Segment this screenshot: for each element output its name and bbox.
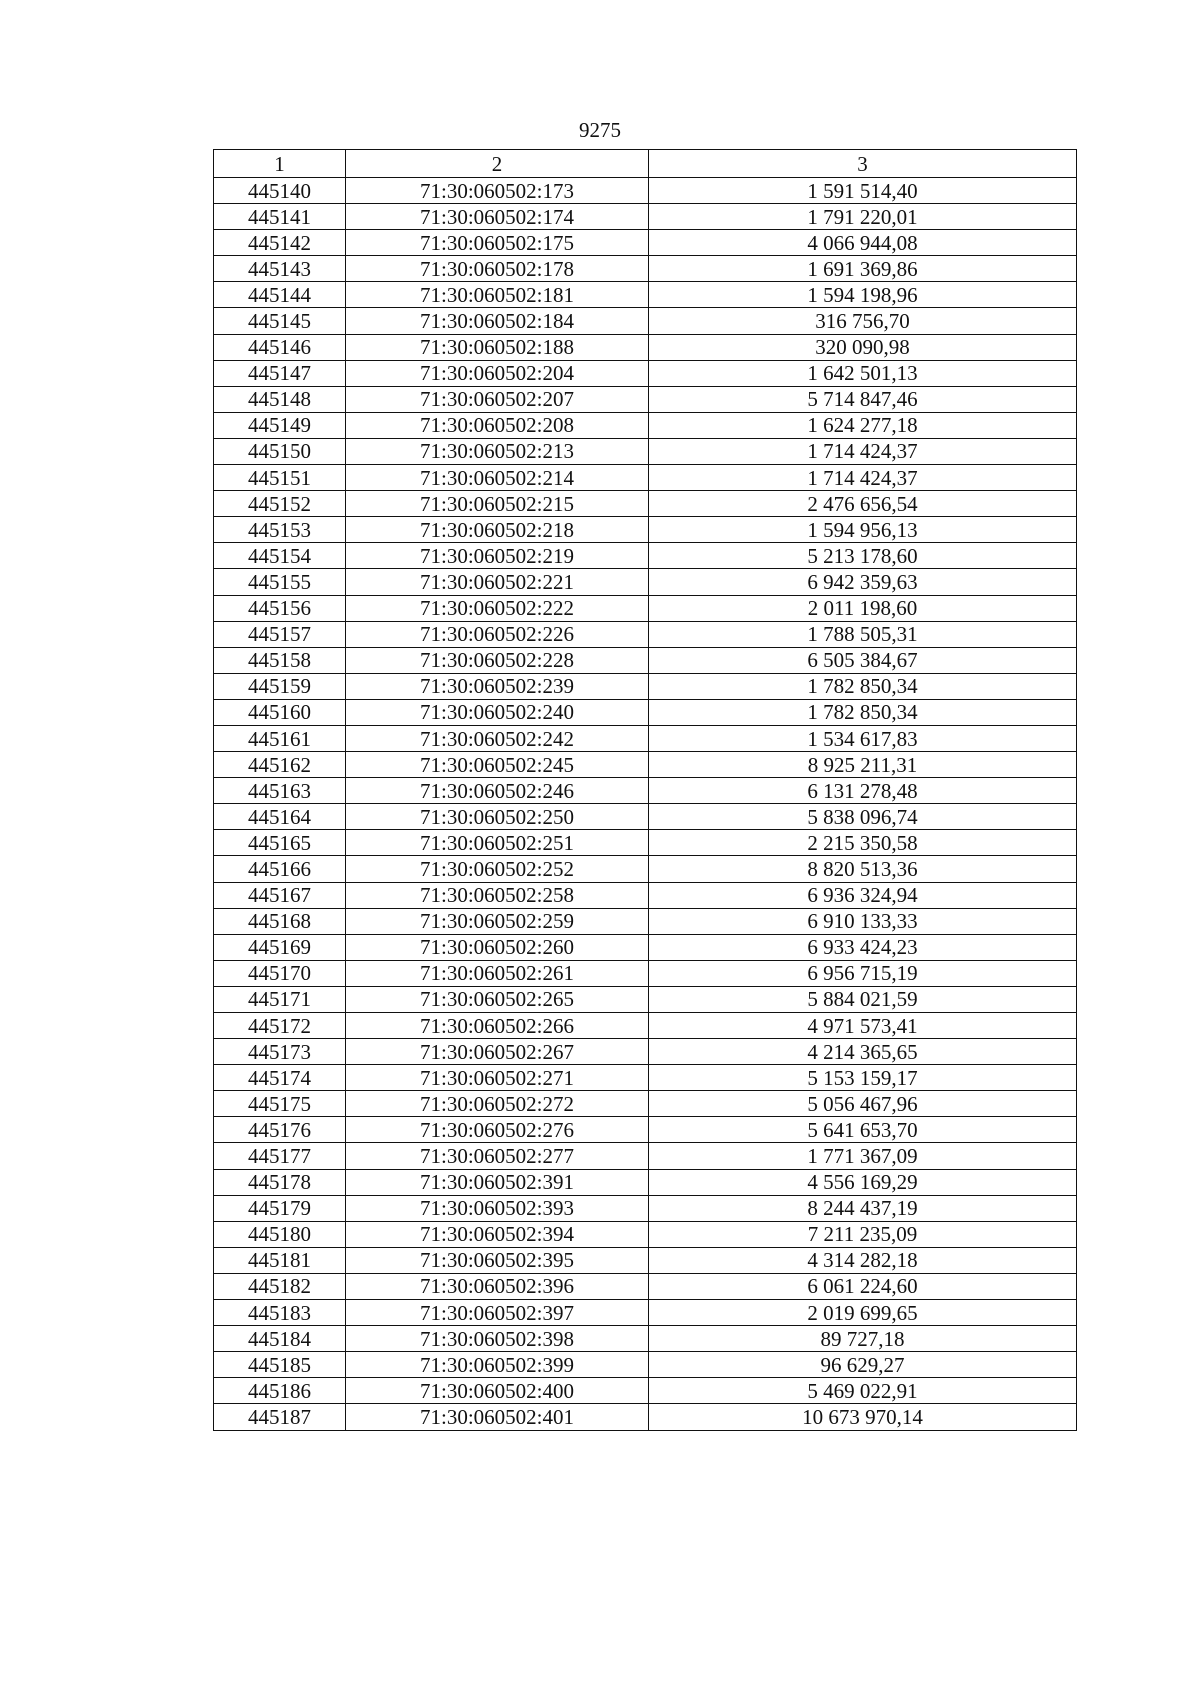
table-row [214, 934, 1077, 960]
row-number-cell: 445163 [214, 778, 346, 804]
cadastral-number-cell: 71:30:060502:250 [346, 804, 649, 830]
value-cell: 5 641 653,70 [649, 1117, 1077, 1143]
value-cell: 4 214 365,65 [649, 1039, 1077, 1065]
row-number-cell: 445147 [214, 360, 346, 386]
table-row [214, 465, 1077, 491]
cadastral-number-cell: 71:30:060502:214 [346, 465, 649, 491]
value-cell: 6 910 133,33 [649, 908, 1077, 934]
table-row [214, 725, 1077, 751]
value-cell: 1 714 424,37 [649, 438, 1077, 464]
value-cell: 5 714 847,46 [649, 386, 1077, 412]
cadastral-number-cell: 71:30:060502:251 [346, 830, 649, 856]
table-row [214, 673, 1077, 699]
table-row [214, 308, 1077, 334]
row-number-cell: 445148 [214, 386, 346, 412]
value-cell: 6 061 224,60 [649, 1273, 1077, 1299]
row-number-cell: 445165 [214, 830, 346, 856]
table-row [214, 699, 1077, 725]
row-number-cell: 445182 [214, 1273, 346, 1299]
row-number-cell: 445143 [214, 256, 346, 282]
table-row [214, 986, 1077, 1012]
row-number-cell: 445141 [214, 204, 346, 230]
row-number-cell: 445161 [214, 725, 346, 751]
row-number-cell: 445179 [214, 1195, 346, 1221]
row-number-cell: 445172 [214, 1013, 346, 1039]
row-number-cell: 445168 [214, 908, 346, 934]
cadastral-number-cell: 71:30:060502:240 [346, 699, 649, 725]
row-number-cell: 445144 [214, 282, 346, 308]
value-cell: 6 505 384,67 [649, 647, 1077, 673]
value-cell: 5 469 022,91 [649, 1378, 1077, 1404]
cadastral-number-cell: 71:30:060502:188 [346, 334, 649, 360]
table-row [214, 1091, 1077, 1117]
row-number-cell: 445187 [214, 1404, 346, 1430]
value-cell: 8 244 437,19 [649, 1195, 1077, 1221]
row-number-cell: 445174 [214, 1065, 346, 1091]
cadastral-number-cell: 71:30:060502:207 [346, 386, 649, 412]
cadastral-number-cell: 71:30:060502:226 [346, 621, 649, 647]
row-number-cell: 445167 [214, 882, 346, 908]
row-number-cell: 445145 [214, 308, 346, 334]
value-cell: 4 556 169,29 [649, 1169, 1077, 1195]
table-row [214, 882, 1077, 908]
cadastral-number-cell: 71:30:060502:400 [346, 1378, 649, 1404]
cadastral-number-cell: 71:30:060502:219 [346, 543, 649, 569]
table-row [214, 1065, 1077, 1091]
value-cell: 5 153 159,17 [649, 1065, 1077, 1091]
row-number-cell: 445169 [214, 934, 346, 960]
table-row [214, 908, 1077, 934]
table-row [214, 438, 1077, 464]
table-row [214, 543, 1077, 569]
row-number-cell: 445177 [214, 1143, 346, 1169]
cadastral-number-cell: 71:30:060502:277 [346, 1143, 649, 1169]
cadastral-number-cell: 71:30:060502:184 [346, 308, 649, 334]
value-cell: 1 624 277,18 [649, 412, 1077, 438]
value-cell: 1 594 198,96 [649, 282, 1077, 308]
cadastral-number-cell: 71:30:060502:272 [346, 1091, 649, 1117]
cadastral-number-cell: 71:30:060502:221 [346, 569, 649, 595]
row-number-cell: 445153 [214, 517, 346, 543]
value-cell: 1 691 369,86 [649, 256, 1077, 282]
table-row [214, 1378, 1077, 1404]
header-row [214, 150, 1077, 178]
table-row [214, 1273, 1077, 1299]
value-cell: 6 956 715,19 [649, 960, 1077, 986]
table-row [214, 569, 1077, 595]
value-cell: 1 782 850,34 [649, 673, 1077, 699]
table-row [214, 230, 1077, 256]
table-row [214, 1221, 1077, 1247]
table-row [214, 1013, 1077, 1039]
value-cell: 8 925 211,31 [649, 752, 1077, 778]
table-row [214, 204, 1077, 230]
value-cell: 4 066 944,08 [649, 230, 1077, 256]
table-row [214, 647, 1077, 673]
table-row [214, 804, 1077, 830]
cadastral-number-cell: 71:30:060502:175 [346, 230, 649, 256]
column-header-1: 1 [214, 150, 346, 178]
table-row [214, 1404, 1077, 1430]
value-cell: 1 591 514,40 [649, 178, 1077, 204]
table-row [214, 1039, 1077, 1065]
cadastral-number-cell: 71:30:060502:181 [346, 282, 649, 308]
table-row [214, 256, 1077, 282]
cadastral-number-cell: 71:30:060502:228 [346, 647, 649, 673]
row-number-cell: 445170 [214, 960, 346, 986]
cadastral-number-cell: 71:30:060502:173 [346, 178, 649, 204]
value-cell: 4 314 282,18 [649, 1247, 1077, 1273]
row-number-cell: 445150 [214, 438, 346, 464]
row-number-cell: 445173 [214, 1039, 346, 1065]
row-number-cell: 445155 [214, 569, 346, 595]
row-number-cell: 445171 [214, 986, 346, 1012]
cadastral-number-cell: 71:30:060502:265 [346, 986, 649, 1012]
table-row [214, 491, 1077, 517]
value-cell: 1 642 501,13 [649, 360, 1077, 386]
value-cell: 89 727,18 [649, 1326, 1077, 1352]
table-row [214, 960, 1077, 986]
value-cell: 2 011 198,60 [649, 595, 1077, 621]
table-row [214, 595, 1077, 621]
table-row [214, 386, 1077, 412]
row-number-cell: 445175 [214, 1091, 346, 1117]
table-row [214, 856, 1077, 882]
value-cell: 2 215 350,58 [649, 830, 1077, 856]
table-row [214, 1143, 1077, 1169]
table-header [214, 150, 1077, 178]
value-cell: 1 788 505,31 [649, 621, 1077, 647]
table-row [214, 360, 1077, 386]
cadastral-number-cell: 71:30:060502:252 [346, 856, 649, 882]
row-number-cell: 445162 [214, 752, 346, 778]
value-cell: 5 213 178,60 [649, 543, 1077, 569]
value-cell: 5 884 021,59 [649, 986, 1077, 1012]
cadastral-number-cell: 71:30:060502:204 [346, 360, 649, 386]
value-cell: 7 211 235,09 [649, 1221, 1077, 1247]
data-table [213, 149, 1077, 1431]
cadastral-number-cell: 71:30:060502:239 [346, 673, 649, 699]
cadastral-number-cell: 71:30:060502:218 [346, 517, 649, 543]
cadastral-number-cell: 71:30:060502:398 [346, 1326, 649, 1352]
value-cell: 6 933 424,23 [649, 934, 1077, 960]
table-row [214, 1169, 1077, 1195]
column-header-3: 3 [649, 150, 1077, 178]
value-cell: 1 594 956,13 [649, 517, 1077, 543]
cadastral-number-cell: 71:30:060502:246 [346, 778, 649, 804]
row-number-cell: 445184 [214, 1326, 346, 1352]
table-row [214, 1195, 1077, 1221]
table-row [214, 282, 1077, 308]
table-row [214, 752, 1077, 778]
value-cell: 1 771 367,09 [649, 1143, 1077, 1169]
table-row [214, 1326, 1077, 1352]
cadastral-number-cell: 71:30:060502:222 [346, 595, 649, 621]
row-number-cell: 445154 [214, 543, 346, 569]
cadastral-number-cell: 71:30:060502:397 [346, 1300, 649, 1326]
value-cell: 1 714 424,37 [649, 465, 1077, 491]
row-number-cell: 445156 [214, 595, 346, 621]
value-cell: 8 820 513,36 [649, 856, 1077, 882]
cadastral-number-cell: 71:30:060502:260 [346, 934, 649, 960]
cadastral-number-cell: 71:30:060502:259 [346, 908, 649, 934]
value-cell: 316 756,70 [649, 308, 1077, 334]
value-cell: 320 090,98 [649, 334, 1077, 360]
row-number-cell: 445180 [214, 1221, 346, 1247]
cadastral-number-cell: 71:30:060502:267 [346, 1039, 649, 1065]
row-number-cell: 445146 [214, 334, 346, 360]
row-number-cell: 445178 [214, 1169, 346, 1195]
cadastral-number-cell: 71:30:060502:399 [346, 1352, 649, 1378]
table-row [214, 412, 1077, 438]
table-row [214, 178, 1077, 204]
row-number-cell: 445160 [214, 699, 346, 725]
table-row [214, 621, 1077, 647]
cadastral-number-cell: 71:30:060502:178 [346, 256, 649, 282]
cadastral-number-cell: 71:30:060502:401 [346, 1404, 649, 1430]
cadastral-number-cell: 71:30:060502:215 [346, 491, 649, 517]
row-number-cell: 445164 [214, 804, 346, 830]
row-number-cell: 445183 [214, 1300, 346, 1326]
cadastral-number-cell: 71:30:060502:266 [346, 1013, 649, 1039]
table-row [214, 778, 1077, 804]
table-row [214, 334, 1077, 360]
value-cell: 1 791 220,01 [649, 204, 1077, 230]
table-row [214, 1352, 1077, 1378]
cadastral-number-cell: 71:30:060502:271 [346, 1065, 649, 1091]
row-number-cell: 445140 [214, 178, 346, 204]
cadastral-number-cell: 71:30:060502:395 [346, 1247, 649, 1273]
row-number-cell: 445186 [214, 1378, 346, 1404]
cadastral-number-cell: 71:30:060502:391 [346, 1169, 649, 1195]
value-cell: 5 056 467,96 [649, 1091, 1077, 1117]
value-cell: 96 629,27 [649, 1352, 1077, 1378]
value-cell: 10 673 970,14 [649, 1404, 1077, 1430]
row-number-cell: 445176 [214, 1117, 346, 1143]
value-cell: 1 782 850,34 [649, 699, 1077, 725]
value-cell: 2 019 699,65 [649, 1300, 1077, 1326]
row-number-cell: 445166 [214, 856, 346, 882]
value-cell: 4 971 573,41 [649, 1013, 1077, 1039]
row-number-cell: 445142 [214, 230, 346, 256]
cadastral-number-cell: 71:30:060502:242 [346, 725, 649, 751]
value-cell: 6 131 278,48 [649, 778, 1077, 804]
cadastral-number-cell: 71:30:060502:394 [346, 1221, 649, 1247]
row-number-cell: 445181 [214, 1247, 346, 1273]
row-number-cell: 445149 [214, 412, 346, 438]
cadastral-number-cell: 71:30:060502:261 [346, 960, 649, 986]
table-row [214, 1247, 1077, 1273]
table-row [214, 517, 1077, 543]
table-body [214, 178, 1077, 1431]
cadastral-number-cell: 71:30:060502:245 [346, 752, 649, 778]
table-row [214, 830, 1077, 856]
page-number: 9275 [579, 118, 621, 142]
cadastral-number-cell: 71:30:060502:213 [346, 438, 649, 464]
row-number-cell: 445151 [214, 465, 346, 491]
row-number-cell: 445152 [214, 491, 346, 517]
cadastral-number-cell: 71:30:060502:393 [346, 1195, 649, 1221]
cadastral-number-cell: 71:30:060502:396 [346, 1273, 649, 1299]
value-cell: 6 942 359,63 [649, 569, 1077, 595]
cadastral-number-cell: 71:30:060502:208 [346, 412, 649, 438]
value-cell: 5 838 096,74 [649, 804, 1077, 830]
table-row [214, 1300, 1077, 1326]
value-cell: 2 476 656,54 [649, 491, 1077, 517]
row-number-cell: 445185 [214, 1352, 346, 1378]
table-row [214, 1117, 1077, 1143]
row-number-cell: 445157 [214, 621, 346, 647]
cadastral-number-cell: 71:30:060502:174 [346, 204, 649, 230]
cadastral-number-cell: 71:30:060502:258 [346, 882, 649, 908]
cadastral-number-cell: 71:30:060502:276 [346, 1117, 649, 1143]
row-number-cell: 445158 [214, 647, 346, 673]
column-header-2: 2 [346, 150, 649, 178]
value-cell: 1 534 617,83 [649, 725, 1077, 751]
row-number-cell: 445159 [214, 673, 346, 699]
value-cell: 6 936 324,94 [649, 882, 1077, 908]
